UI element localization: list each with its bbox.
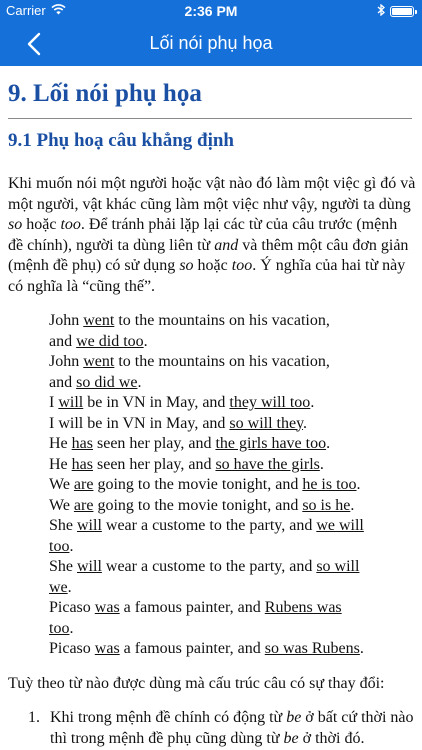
navigation-bar <box>0 22 422 66</box>
example-line: Picaso was a famous painter, and so was Rubens. <box>49 640 364 657</box>
battery-level <box>392 8 412 15</box>
example-line: John went to the mountains on his vacation, <box>49 312 330 329</box>
structure-note: Tuỳ theo từ nào được dùng mà cấu trúc câu có sự thay đổi: <box>8 675 385 692</box>
example-line: He has seen her play, and so have the girls. <box>49 455 324 473</box>
example-line: I will be in VN in May, and so will they. <box>49 414 308 432</box>
list-item-text: Khi trong mệnh đề chính có động từ be ở bất cứ thời nào thì trong mệnh đề phụ cũng dùng từ be ở thời đó. <box>50 709 414 747</box>
example-line: He has seen her play, and the girls have too. <box>49 435 331 452</box>
article-content[interactable] <box>0 66 422 750</box>
example-line: She will wear a custome to the party, and so will <box>49 558 360 575</box>
example-line: I will be in VN in May, and they will too. <box>49 394 315 411</box>
example-line: She will wear a custome to the party, and we will <box>49 517 364 534</box>
example-line: Picaso was a famous painter, and Rubens was <box>49 599 342 616</box>
example-line: too. <box>49 619 74 637</box>
carrier-label: Carrier <box>6 3 46 18</box>
bluetooth-icon <box>377 4 385 19</box>
nav-title: Lối nói phụ họa <box>149 33 273 53</box>
example-line: We are going to the movie tonight, and so is he. <box>49 496 355 514</box>
intro-paragraph: Khi muốn nói một người hoặc vật nào đó làm một việc gì đó và một người, vật khác cũng làm một việc như vậy, người ta dùng so hoặc too. Để tránh phải lặp lại các từ của câu trước (mệnh đề chính), người ta dùng liên từ and và thêm một câu đơn giản (mệnh đề phụ) có sử dụng so hoặc too. Ý nghĩa của hai từ này có nghĩa là “cũng thế”. <box>8 175 416 295</box>
clock: 2:36 PM <box>184 3 238 19</box>
example-line: We are going to the movie tonight, and he is too. <box>49 476 361 493</box>
heading-divider <box>8 118 412 119</box>
example-line: we. <box>49 578 72 596</box>
example-line: and we did too. <box>49 332 148 350</box>
section-heading: 9. Lối nói phụ họa <box>8 80 202 107</box>
status-bar <box>0 0 422 22</box>
example-line: John went to the mountains on his vacation, <box>49 353 330 370</box>
list-item-number: 1. <box>28 709 40 726</box>
example-list <box>49 311 389 660</box>
battery-icon <box>390 6 414 17</box>
battery-indicator <box>377 4 414 19</box>
example-line: and so did we. <box>49 373 142 391</box>
example-line: too. <box>49 537 74 555</box>
subsection-heading: 9.1 Phụ hoạ câu khẳng định <box>8 130 234 151</box>
